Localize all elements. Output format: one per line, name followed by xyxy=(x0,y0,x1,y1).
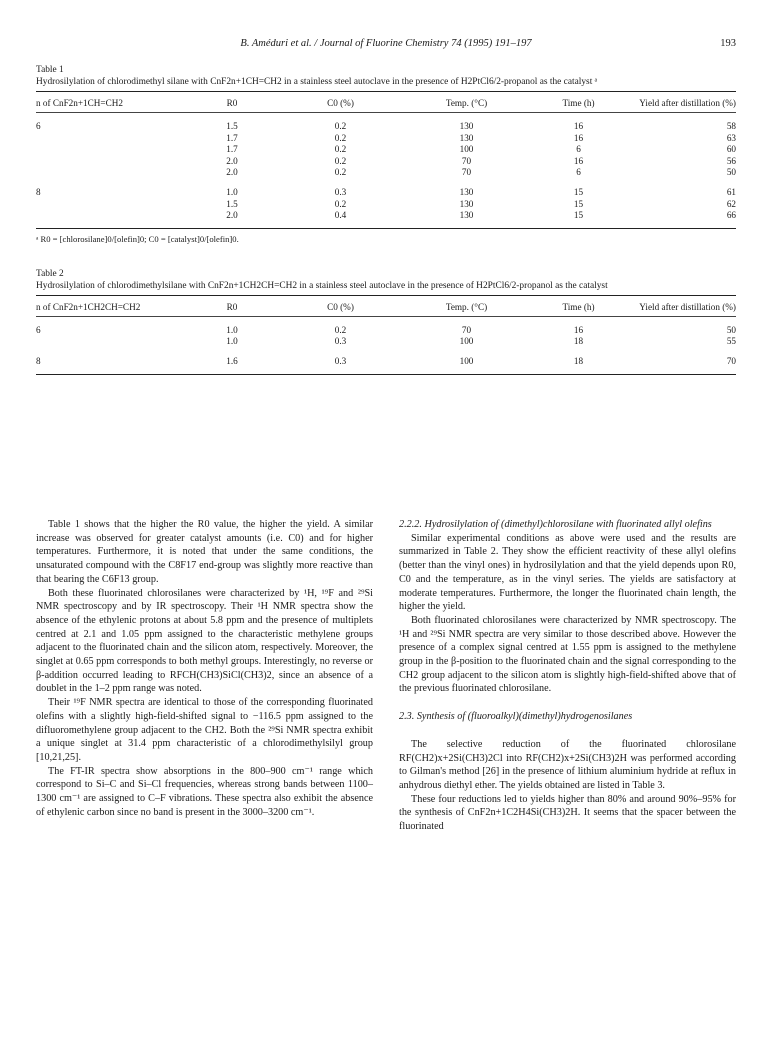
table2-caption-text: Hydrosilylation of chlorodimethylsilane with CnF2n+1CH2CH=CH2 in a stainless steel autoclave in the presence of H2PtCl6/2-propanol as the catalyst xyxy=(36,280,608,291)
left-paragraph: Table 1 shows that the higher the R0 value, the higher the yield. A similar increase was observed for greater catalyst amounts (i.e. C0) and for higher temperatures. Furthermore, it is noted that under the same conditions, the unsaturated compound with the C8F17 end-group was slightly more reactive than that bearing the C6F13 group. xyxy=(36,519,373,585)
table1-header-row xyxy=(36,92,736,112)
table2-cell-yield: 50 xyxy=(726,324,736,335)
table1-cell-n xyxy=(36,144,190,156)
table2-header-time: Time (h) xyxy=(562,301,595,312)
table1-cell-yield: 58 xyxy=(726,121,736,131)
table2-header-n: n of CnF2n+1CH2CH=CH2 xyxy=(36,301,141,312)
table1-cell-r0: 2.0 xyxy=(226,155,238,166)
table1-cell-c0: 0.2 xyxy=(334,198,347,209)
table2-cell-temp: 100 xyxy=(459,355,474,366)
table1-header-temp: Temp. (°C) xyxy=(445,98,488,108)
table2-cell-r0: 1.0 xyxy=(226,336,238,347)
table2-cell-n: 6 xyxy=(36,324,41,335)
table1-cell-yield: 50 xyxy=(726,167,736,178)
table2-caption xyxy=(36,268,736,292)
table1-cell-time: 6 xyxy=(576,167,581,178)
table2-header-c0: C0 (%) xyxy=(327,301,354,312)
table2-number: Table 2 xyxy=(36,268,64,279)
table1-cell-time: 15 xyxy=(573,198,584,209)
table2-cell-temp: 70 xyxy=(461,324,472,335)
running-head-citation: B. Améduri et al. / Journal of Fluorine Chemistry 74 (1995) 191–197 xyxy=(240,38,532,49)
table1-cell-r0: 1.7 xyxy=(226,144,238,155)
table1-cell-r0: 1.5 xyxy=(226,198,238,209)
table1-body xyxy=(36,113,736,228)
table1-cell-r0: 2.0 xyxy=(226,210,238,221)
table1-cell-temp: 70 xyxy=(461,167,472,178)
table1-cell-time: 16 xyxy=(573,132,584,143)
table2-header-r0: R0 xyxy=(226,301,238,312)
right-paragraph: Similar experimental conditions as above were used and the results are summarized in Table 2. They show the efficient reactivity of these allyl olefins (better than the vinyl ones) in hydrosilylation and that the yield depends upon R0, C0 and the temperature, as in the vinyl series. The yields are satisfactory at moderate temperatures. Furthermore, the longer the fluorinated chain length, the higher the yield. xyxy=(399,532,736,613)
left-paragraph: Their ¹⁹F NMR spectra are identical to those of the corresponding fluorinated olefins with a slightly high-field-shifted signal to −116.5 ppm assigned to the difluoromethylene group adjacent to the CH2. Both the ²⁹Si NMR spectra exhibit a unique singlet at 31.4 ppm characteristic of a chlorodimethylsilyl group [10,21,25]. xyxy=(36,697,373,763)
table1-cell-time: 15 xyxy=(573,186,584,197)
table1-cell-r0: 1.7 xyxy=(226,132,238,143)
table2-cell-c0: 0.3 xyxy=(334,336,347,347)
table-row xyxy=(36,348,736,374)
table-row xyxy=(36,113,736,133)
table1-cell-time: 16 xyxy=(573,121,584,131)
table2-cell-c0: 0.2 xyxy=(334,324,347,335)
table2-body xyxy=(36,317,736,374)
table2-cell-yield: 70 xyxy=(726,355,736,366)
table1-cell-r0: 1.0 xyxy=(226,186,238,197)
table1-cell-c0: 0.2 xyxy=(334,132,347,143)
right-paragraph: Both fluorinated chlorosilanes were characterized by NMR spectroscopy. The ¹H and ²⁹Si NMR spectra are very similar to those described above. However the presence of a complex signal centred at 1.55 ppm is assigned to the methylene group in the β-position to the fluorinated chain and the signal corresponding to the CH2 group adjacent to the silicon atom is slightly high-field-shifted above that of the previous fluorinated chlorosilane. xyxy=(399,614,736,695)
table2-cell-n xyxy=(36,336,190,348)
table1-cell-temp: 130 xyxy=(459,198,474,209)
table1-caption-text: Hydrosilylation of chlorodimethyl silane with CnF2n+1CH=CH2 in a stainless steel autoclave in the presence of H2PtCl6/2-propanol as the catalyst ᵃ xyxy=(36,77,598,87)
table1-caption xyxy=(36,64,736,88)
table2-header-temp: Temp. (°C) xyxy=(445,301,488,312)
table1-cell-n: 8 xyxy=(36,186,41,197)
table1-footnote: ᵃ R0 = [chlorosilane]0/[olefin]0; C0 = [catalyst]0/[olefin]0. xyxy=(36,233,239,244)
table1-header-r0: R0 xyxy=(226,98,238,108)
table1-cell-r0: 1.5 xyxy=(226,121,238,131)
table1-cell-n xyxy=(36,199,190,211)
table2-cell-yield: 55 xyxy=(726,336,736,347)
running-head xyxy=(36,38,736,56)
table1-number: Table 1 xyxy=(36,65,64,75)
right-paragraph: The selective reduction of the fluorinated chlorosilane RF(CH2)x+2Si(CH3)2Cl into RF(CH2)x+2Si(CH3)2H was performed according to Gilman's method [26] in the presence of lithium aluminium hydride at reflux in anhydrous diethyl ether. The yields obtained are listed in Table 3. xyxy=(399,738,736,791)
table1-cell-c0: 0.4 xyxy=(334,210,347,221)
right-column xyxy=(399,518,736,834)
table1-cell-temp: 130 xyxy=(459,210,474,221)
body-columns xyxy=(36,518,736,834)
table1-cell-c0: 0.2 xyxy=(334,144,347,155)
table1-cell-n xyxy=(36,167,190,179)
table-row xyxy=(36,179,736,199)
table-row xyxy=(36,156,736,168)
left-paragraph: Both these fluorinated chlorosilanes were characterized by ¹H, ¹⁹F and ²⁹Si NMR spectroscopy and by IR spectroscopy. Their ¹H NMR spectra show the absence of the ethylenic protons at about 5.8 ppm and the presence of multiplets centred at 2.1 and 1.05 ppm assigned to the characteristic methylene groups adjacent to the fluorinated chain and the silicon atom, respectively. Moreover, the singlet at 0.65 ppm corresponds to both methyl groups. Interestingly, no reverse or β-addition occurred leading to RFCH(CH3)SiCl(CH3)2, since an absence of a doublet in the 1–2 ppm range was noted. xyxy=(36,587,373,695)
table1-cell-r0: 2.0 xyxy=(226,167,238,178)
table1-header-time: Time (h) xyxy=(562,98,595,108)
table1-bottom-rule xyxy=(36,228,736,229)
table-row xyxy=(36,336,736,348)
table2-cell-r0: 1.0 xyxy=(226,324,238,335)
table1-cell-c0: 0.2 xyxy=(334,167,347,178)
table-row xyxy=(36,144,736,156)
page xyxy=(36,38,736,375)
table1-cell-c0: 0.2 xyxy=(334,121,347,131)
table1-header-c0: C0 (%) xyxy=(327,98,354,108)
table2-cell-r0: 1.6 xyxy=(226,355,238,366)
table-row xyxy=(36,199,736,211)
table-row xyxy=(36,317,736,337)
page-number: 193 xyxy=(720,38,736,49)
table1-cell-temp: 70 xyxy=(461,155,472,166)
table1-header-yield: Yield after distillation (%) xyxy=(639,98,736,108)
table1-cell-c0: 0.2 xyxy=(334,155,347,166)
left-paragraph: The FT-IR spectra show absorptions in the 800–900 cm⁻¹ range which correspond to Si–C and Si–Cl frequencies, whereas strong bands between 1100–1300 cm⁻¹ are assigned to C–F vibrations. These spectra also exhibit the absence of ethylenic carbon since no band is present in the 3000–3200 cm⁻¹. xyxy=(36,765,373,818)
table2-cell-n: 8 xyxy=(36,355,41,366)
table2-cell-time: 18 xyxy=(573,336,584,347)
table2-bottom-rule xyxy=(36,374,736,375)
table2 xyxy=(36,296,736,374)
table1-cell-n xyxy=(36,210,190,228)
section-heading-2-3: 2.3. Synthesis of (fluoroalkyl)(dimethyl)hydrogenosilanes xyxy=(399,711,633,723)
table1-cell-time: 15 xyxy=(573,210,584,221)
table2-cell-time: 16 xyxy=(573,324,584,335)
table1-cell-temp: 130 xyxy=(459,186,474,197)
table2-cell-c0: 0.3 xyxy=(334,355,347,366)
table2-header-row xyxy=(36,296,736,316)
table1-cell-n: 6 xyxy=(36,121,41,131)
table1-cell-yield: 56 xyxy=(726,155,736,166)
table1-cell-yield: 60 xyxy=(726,144,736,155)
table1-cell-time: 16 xyxy=(573,155,584,166)
table1-cell-yield: 62 xyxy=(726,198,736,209)
right-paragraph: These four reductions led to yields higher than 80% and around 90%–95% for the synthesis of CnF2n+1C2H4Si(CH3)2H. It seems that the spacer between the fluorinated xyxy=(399,793,736,833)
left-column xyxy=(36,518,373,834)
table1-cell-temp: 130 xyxy=(459,132,474,143)
table1-cell-yield: 63 xyxy=(726,132,736,143)
table1-cell-c0: 0.3 xyxy=(334,186,347,197)
table2-header-yield: Yield after distillation (%) xyxy=(639,301,736,312)
table1-header-n: n of CnF2n+1CH=CH2 xyxy=(36,98,123,108)
table1-cell-time: 6 xyxy=(576,144,581,155)
table1-cell-n xyxy=(36,156,190,168)
table1-cell-n xyxy=(36,133,190,145)
section-heading-2-2-2: 2.2.2. Hydrosilylation of (dimethyl)chlorosilane with fluorinated allyl olefins xyxy=(399,519,712,530)
table2-cell-time: 18 xyxy=(573,355,584,366)
table1-cell-yield: 61 xyxy=(726,186,736,197)
table1 xyxy=(36,92,736,228)
table-row xyxy=(36,210,736,228)
table1-cell-yield: 66 xyxy=(726,210,736,221)
table1-cell-temp: 100 xyxy=(459,144,474,155)
table-row xyxy=(36,133,736,145)
table1-cell-temp: 130 xyxy=(459,121,474,131)
table2-cell-temp: 100 xyxy=(459,336,474,347)
table-row xyxy=(36,167,736,179)
